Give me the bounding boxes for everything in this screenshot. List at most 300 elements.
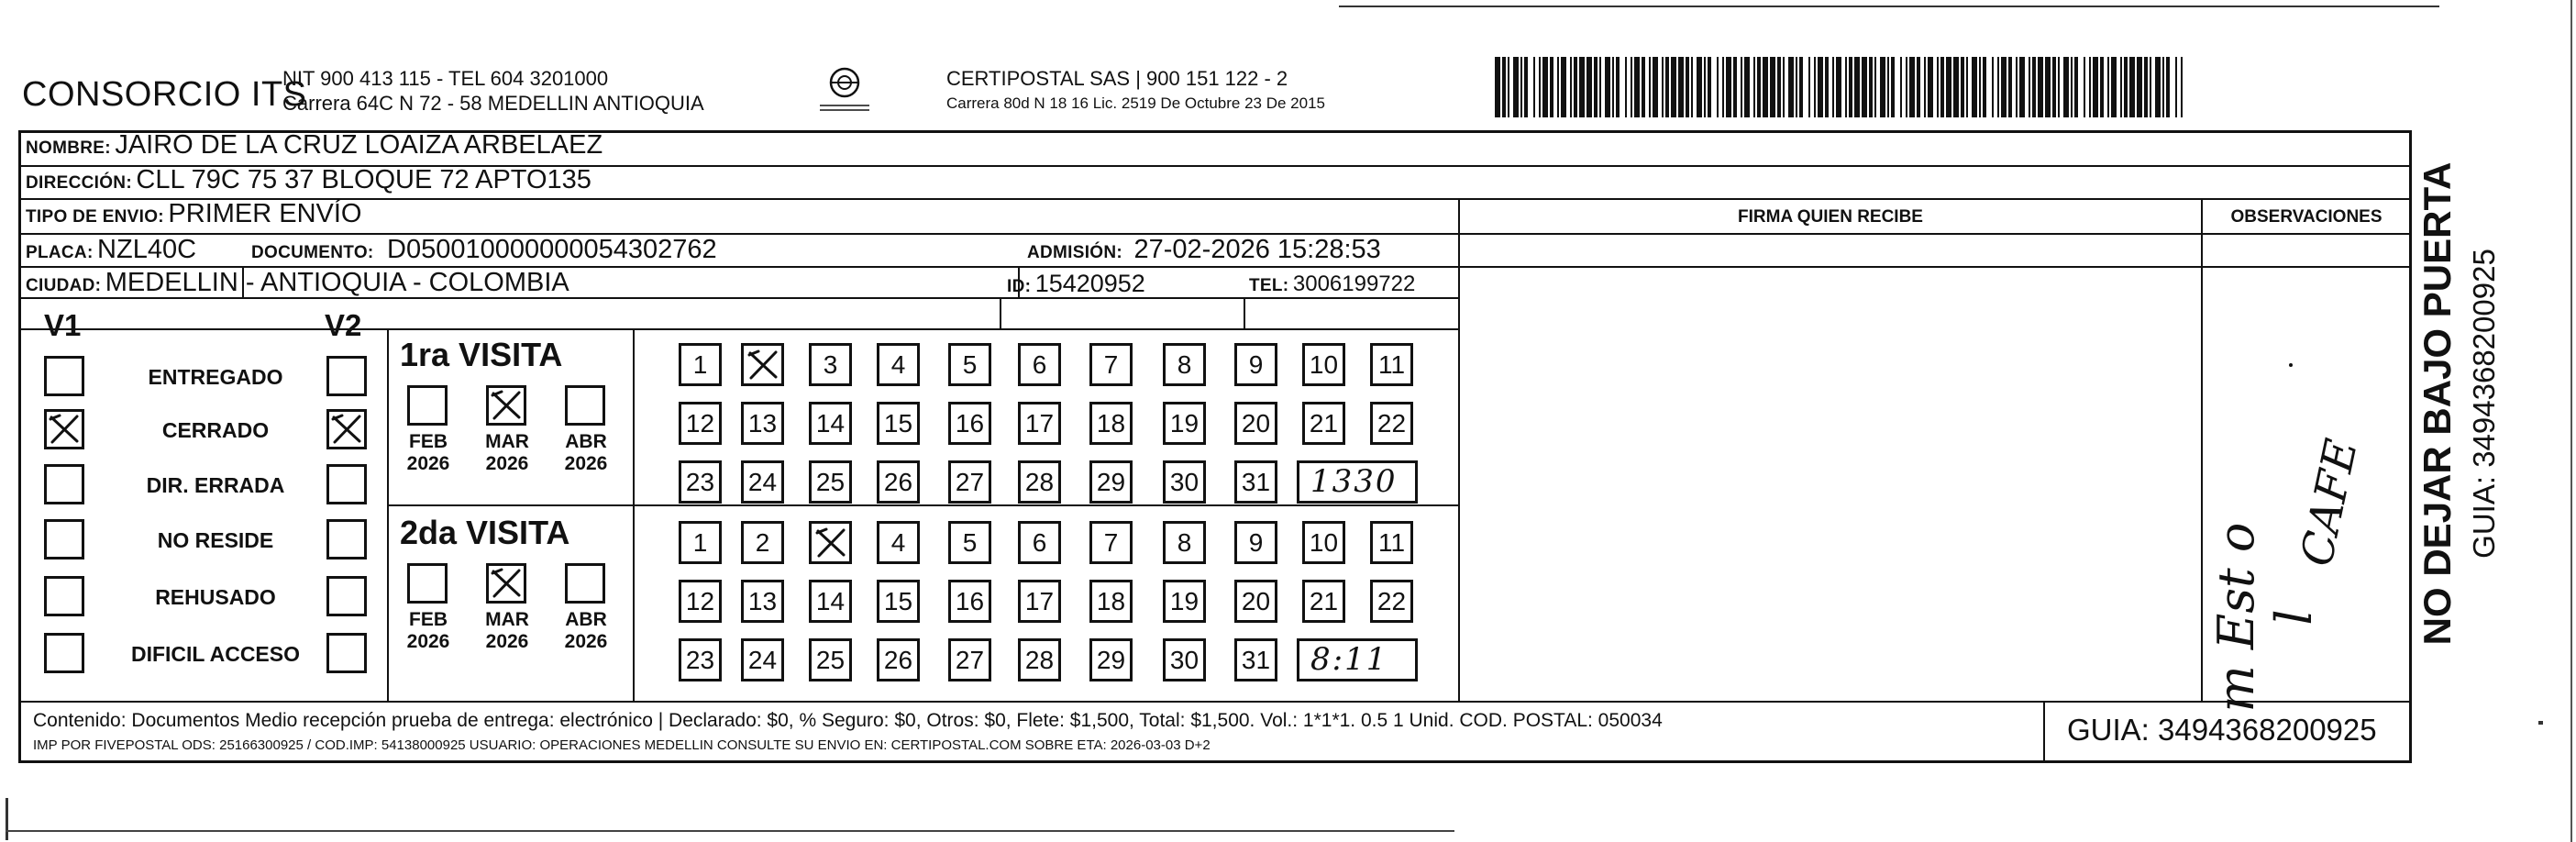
- v1-checkbox[interactable]: [44, 356, 84, 396]
- barcode-bar: [1966, 57, 1968, 117]
- day-checkbox[interactable]: [1163, 521, 1206, 564]
- day-checkbox[interactable]: [1370, 343, 1413, 386]
- month-checkbox[interactable]: [407, 385, 448, 426]
- month-year: 2026: [406, 453, 450, 474]
- day-checkbox[interactable]: [679, 343, 722, 386]
- status-label: CERRADO: [161, 418, 270, 442]
- firma-header: FIRMA QUIEN RECIBE: [1738, 207, 1923, 227]
- day-number: 16: [955, 408, 985, 438]
- barcode-bar: [2074, 57, 2078, 117]
- day-number: 12: [685, 408, 715, 438]
- day-number: 11: [1377, 527, 1406, 557]
- ciudad-cell: [26, 268, 569, 298]
- day-checkbox[interactable]: [809, 402, 852, 445]
- handwritten-line2: CAFE: [2291, 434, 2368, 571]
- col-line: [1458, 198, 1460, 701]
- barcode-bar: [2084, 57, 2085, 117]
- barcode-bar: [1579, 57, 1585, 117]
- barcode-bar: [1508, 57, 1509, 117]
- barcode-bar: [2008, 57, 2012, 117]
- barcode-bar: [2120, 57, 2122, 117]
- side-warning: NO DEJAR BAJO PUERTA: [2416, 161, 2459, 646]
- barcode-bar: [1495, 57, 1500, 117]
- day-number: 30: [1169, 467, 1200, 496]
- day-checkbox[interactable]: [679, 402, 722, 445]
- col-line: [1244, 297, 1245, 328]
- handwritten-x-mark: [47, 412, 82, 447]
- handwritten-time: 1330: [1310, 463, 1398, 500]
- v2-checkbox[interactable]: [326, 409, 367, 449]
- day-number: 4: [890, 527, 906, 557]
- barcode-bar: [1799, 57, 1803, 117]
- visit-divider: [387, 504, 1458, 506]
- time-box[interactable]: [1297, 638, 1418, 681]
- barcode-bar: [2019, 57, 2025, 117]
- barcode-bar: [1900, 57, 1902, 117]
- day-checkbox[interactable]: [1370, 521, 1413, 564]
- day-number: 20: [1241, 586, 1271, 615]
- barcode-bar: [1502, 57, 1506, 117]
- tel-cell: [1249, 271, 1415, 297]
- month-year: 2026: [564, 453, 608, 474]
- barcode-bar: [1616, 57, 1620, 117]
- barcode-bar: [1849, 57, 1852, 117]
- day-checkbox[interactable]: [809, 343, 852, 386]
- company-info-line2: Carrera 64C N 72 - 58 MEDELLIN ANTIOQUIA: [282, 92, 704, 115]
- day-number: 22: [1376, 408, 1407, 438]
- barcode-bar: [1814, 57, 1816, 117]
- day-checkbox[interactable]: [877, 460, 920, 504]
- certipostal-logo: [813, 64, 877, 119]
- month-name: ABR: [565, 609, 607, 630]
- day-checkbox[interactable]: [1018, 580, 1061, 623]
- barcode: [1495, 57, 2184, 117]
- col-line: [633, 328, 635, 701]
- day-number: 10: [1309, 349, 1339, 379]
- barcode-bar: [1594, 57, 1598, 117]
- day-checkbox[interactable]: [679, 521, 722, 564]
- visit-title: 2da VISITA: [400, 514, 570, 551]
- barcode-bar: [2137, 57, 2142, 117]
- day-checkbox[interactable]: [809, 580, 852, 623]
- status-label: NO RESIDE: [157, 528, 274, 552]
- barcode-bar: [2052, 57, 2056, 117]
- observaciones-header: OBSERVACIONES: [2230, 207, 2383, 227]
- barcode-bar: [1869, 57, 1873, 117]
- day-number: 17: [1024, 586, 1055, 615]
- day-number: 14: [815, 586, 846, 615]
- ciudad-label: CIUDAD:: [26, 276, 102, 295]
- barcode-bar: [2038, 57, 2043, 117]
- day-number: 15: [883, 586, 913, 615]
- day-checkbox[interactable]: [1302, 521, 1345, 564]
- v1-checkbox[interactable]: [44, 519, 84, 559]
- month-year: 2026: [485, 631, 529, 652]
- barcode-bar: [1708, 57, 1711, 117]
- barcode-bar: [1992, 57, 1994, 117]
- barcode-bar: [2063, 57, 2069, 117]
- day-checkbox[interactable]: [877, 638, 920, 681]
- handwritten-line1: m Est o l: [2207, 522, 2323, 713]
- carrier-name: CERTIPOSTAL SAS | 900 151 122 - 2: [946, 67, 1288, 90]
- day-number: 31: [1241, 645, 1271, 674]
- barcode-bar: [1832, 57, 1834, 117]
- barcode-bar: [1557, 57, 1559, 117]
- day-number: 19: [1169, 586, 1200, 615]
- col-line: [1000, 297, 1001, 328]
- month-name: MAR: [485, 431, 529, 452]
- visit-title: 1ra VISITA: [400, 336, 563, 373]
- scan-edge-right: [2570, 0, 2572, 842]
- barcode-bar: [1979, 57, 1981, 117]
- status-label: ENTREGADO: [148, 365, 283, 389]
- day-checkbox[interactable]: [809, 638, 852, 681]
- day-number: 26: [883, 645, 913, 674]
- barcode-bar: [1741, 57, 1742, 117]
- day-checkbox[interactable]: [1089, 402, 1133, 445]
- month-name: FEB: [409, 431, 448, 452]
- day-checkbox[interactable]: [679, 460, 722, 504]
- day-checkbox[interactable]: [741, 402, 784, 445]
- barcode-bar: [2029, 57, 2030, 117]
- v2-header: V2: [325, 308, 362, 342]
- day-number: 23: [685, 467, 715, 496]
- day-number: 7: [1103, 527, 1119, 557]
- day-number: 16: [955, 586, 985, 615]
- day-checkbox[interactable]: [741, 580, 784, 623]
- scan-edge-left: [6, 798, 8, 840]
- v1-header: V1: [44, 308, 82, 342]
- barcode-bar: [1862, 57, 1867, 117]
- barcode-bar: [2045, 57, 2051, 117]
- day-checkbox[interactable]: [1089, 460, 1133, 504]
- barcode-bar: [1909, 57, 1915, 117]
- handwritten-x-mark: [746, 348, 780, 382]
- company-info: [282, 66, 704, 116]
- barcode-bar: [1891, 57, 1895, 117]
- barcode-bar: [1917, 57, 1920, 117]
- day-checkbox[interactable]: [741, 460, 784, 504]
- day-checkbox[interactable]: [741, 343, 784, 386]
- day-checkbox[interactable]: [679, 638, 722, 681]
- row-line: [1458, 266, 2412, 268]
- month-label: [552, 431, 620, 475]
- tipo-value: PRIMER ENVÍO: [168, 199, 362, 228]
- col-line: [2043, 701, 2045, 763]
- footer-contenido: Contenido: Documentos Medio recepción prueba de entrega: electrónico | Declarado: $0, % Seguro: $0, Otros: $0, Flete: $1,500, Total: $1,500. Vol.: 1*1*1. 0.5 1 Unid. COD. POSTAL: 050034: [33, 710, 1663, 731]
- barcode-bar: [1972, 57, 1977, 117]
- day-number: 30: [1169, 645, 1200, 674]
- barcode-bar: [1625, 57, 1627, 117]
- nombre-value: JAIRO DE LA CRUZ LOAIZA ARBELAEZ: [115, 130, 603, 160]
- day-number: 28: [1024, 467, 1055, 496]
- day-number: 1: [692, 527, 708, 557]
- admision-cell: [1027, 235, 1381, 265]
- day-checkbox[interactable]: [1302, 580, 1345, 623]
- day-number: 19: [1169, 408, 1200, 438]
- handwritten-x-mark: [489, 566, 524, 601]
- barcode-bar: [2111, 57, 2117, 117]
- day-checkbox[interactable]: [1234, 343, 1277, 386]
- day-number: 21: [1309, 408, 1339, 438]
- day-checkbox[interactable]: [741, 521, 784, 564]
- barcode-bar: [1796, 57, 1797, 117]
- status-label: DIFICIL ACCESO: [130, 642, 300, 666]
- barcode-bar: [1887, 57, 1889, 117]
- day-checkbox[interactable]: [1089, 580, 1133, 623]
- scan-dot: [2538, 721, 2543, 725]
- day-checkbox[interactable]: [948, 460, 991, 504]
- row-line: [18, 328, 1458, 330]
- v1-checkbox[interactable]: [44, 409, 84, 449]
- day-checkbox[interactable]: [741, 638, 784, 681]
- day-checkbox[interactable]: [1089, 638, 1133, 681]
- barcode-bar: [1662, 57, 1664, 117]
- footer-impresion: IMP POR FIVEPOSTAL ODS: 25166300925 / COD.IMP: 54138000925 USUARIO: OPERACIONES MEDELLIN CONSULTE SU ENVIO EN: CERTIPOSTAL.COM SOBRE ETA: 2026-03-03 D+2: [33, 737, 1211, 753]
- barcode-bar: [2016, 57, 2018, 117]
- barcode-bar: [1691, 57, 1693, 117]
- day-checkbox[interactable]: [1234, 402, 1277, 445]
- day-number: 29: [1096, 467, 1126, 496]
- day-checkbox[interactable]: [1018, 343, 1061, 386]
- day-checkbox[interactable]: [1089, 343, 1133, 386]
- admision-value: 27-02-2026 15:28:53: [1133, 235, 1381, 264]
- barcode-bar: [1770, 57, 1775, 117]
- barcode-bar: [2107, 57, 2109, 117]
- status-label: DIR. ERRADA: [146, 473, 285, 497]
- barcode-bar: [1574, 57, 1577, 117]
- barcode-bar: [1520, 57, 1522, 117]
- id-label: ID:: [1007, 277, 1032, 296]
- v1-checkbox[interactable]: [44, 464, 84, 504]
- month-name: MAR: [485, 609, 529, 630]
- barcode-bar: [1983, 57, 1986, 117]
- day-checkbox[interactable]: [1163, 580, 1206, 623]
- v1-checkbox[interactable]: [44, 633, 84, 673]
- day-number: 3: [823, 349, 838, 379]
- barcode-bar: [2093, 57, 2098, 117]
- tipo-label: TIPO DE ENVIO:: [26, 207, 164, 227]
- barcode-bar: [2100, 57, 2104, 117]
- scan-edge-bottom: [6, 830, 1454, 832]
- month-checkbox[interactable]: [565, 563, 605, 604]
- barcode-bar: [1825, 57, 1829, 117]
- barcode-bar: [1671, 57, 1676, 117]
- day-checkbox[interactable]: [1018, 460, 1061, 504]
- day-number: 7: [1103, 349, 1119, 379]
- month-name: FEB: [409, 609, 448, 630]
- v2-checkbox[interactable]: [326, 576, 367, 616]
- month-year: 2026: [564, 631, 608, 652]
- month-checkbox[interactable]: [486, 385, 526, 426]
- month-checkbox[interactable]: [486, 563, 526, 604]
- placa-cell: [26, 235, 196, 265]
- barcode-bar: [1665, 57, 1669, 117]
- day-number: 13: [747, 586, 778, 615]
- day-checkbox[interactable]: [1234, 638, 1277, 681]
- day-checkbox[interactable]: [948, 638, 991, 681]
- barcode-bar: [1744, 57, 1750, 117]
- day-number: 10: [1309, 527, 1339, 557]
- v2-checkbox[interactable]: [326, 356, 367, 396]
- day-number: 5: [962, 527, 978, 557]
- day-checkbox[interactable]: [1370, 402, 1413, 445]
- barcode-bar: [1733, 57, 1737, 117]
- day-number: 11: [1377, 349, 1406, 379]
- day-checkbox[interactable]: [1302, 402, 1345, 445]
- month-checkbox[interactable]: [565, 385, 605, 426]
- day-number: 4: [890, 349, 906, 379]
- v2-checkbox[interactable]: [326, 633, 367, 673]
- barcode-bar: [1906, 57, 1907, 117]
- day-number: 6: [1032, 527, 1047, 557]
- company-name: CONSORCIO ITS: [22, 75, 307, 114]
- barcode-bar: [2058, 57, 2060, 117]
- barcode-bar: [1940, 57, 1944, 117]
- barcode-bar: [1763, 57, 1768, 117]
- month-label: [473, 609, 541, 653]
- barcode-bar: [1924, 57, 1926, 117]
- side-guia: GUIA: 3494368200925: [2467, 249, 2501, 559]
- day-number: 21: [1309, 586, 1339, 615]
- handwritten-x-mark: [329, 412, 364, 447]
- day-number: 25: [815, 467, 846, 496]
- barcode-bar: [1717, 57, 1719, 117]
- day-checkbox[interactable]: [877, 580, 920, 623]
- barcode-bar: [1605, 57, 1610, 117]
- day-number: 31: [1241, 467, 1271, 496]
- barcode-bar: [2071, 57, 2073, 117]
- day-number: 12: [685, 586, 715, 615]
- v1-checkbox[interactable]: [44, 576, 84, 616]
- day-checkbox[interactable]: [948, 580, 991, 623]
- day-checkbox[interactable]: [1163, 343, 1206, 386]
- day-checkbox[interactable]: [1089, 521, 1133, 564]
- barcode-bar: [1697, 57, 1702, 117]
- day-checkbox[interactable]: [1018, 638, 1061, 681]
- day-checkbox[interactable]: [1163, 460, 1206, 504]
- id-cell: [1007, 270, 1145, 298]
- day-number: 24: [747, 645, 778, 674]
- tipo-row: [26, 199, 362, 229]
- v2-checkbox[interactable]: [326, 519, 367, 559]
- barcode-bar: [1542, 57, 1548, 117]
- month-label: [394, 609, 462, 653]
- row-line: [18, 198, 2412, 200]
- barcode-bar: [1928, 57, 1933, 117]
- handwritten-x-mark: [489, 388, 524, 423]
- day-checkbox[interactable]: [1234, 460, 1277, 504]
- day-checkbox[interactable]: [1163, 402, 1206, 445]
- day-checkbox[interactable]: [809, 460, 852, 504]
- barcode-bar: [1726, 57, 1731, 117]
- day-checkbox[interactable]: [948, 402, 991, 445]
- barcode-bar: [1631, 57, 1632, 117]
- barcode-bar: [1836, 57, 1841, 117]
- day-checkbox[interactable]: [1163, 638, 1206, 681]
- month-name: ABR: [565, 431, 607, 452]
- day-number: 5: [962, 349, 978, 379]
- time-box[interactable]: [1297, 460, 1418, 504]
- barcode-bar: [1757, 57, 1761, 117]
- barcode-bar: [2155, 57, 2161, 117]
- day-number: 2: [755, 527, 770, 557]
- barcode-bar: [2181, 57, 2183, 117]
- month-year: 2026: [485, 453, 529, 474]
- barcode-bar: [1777, 57, 1781, 117]
- scan-edge-top: [1339, 6, 2439, 7]
- day-number: 9: [1248, 349, 1264, 379]
- day-number: 28: [1024, 645, 1055, 674]
- barcode-bar: [1722, 57, 1724, 117]
- day-checkbox[interactable]: [877, 521, 920, 564]
- direccion-row: [26, 165, 591, 195]
- day-checkbox[interactable]: [1234, 580, 1277, 623]
- day-checkbox[interactable]: [877, 343, 920, 386]
- day-number: 18: [1096, 408, 1126, 438]
- barcode-bar: [1653, 57, 1658, 117]
- barcode-bar: [1818, 57, 1823, 117]
- barcode-bar: [2150, 57, 2151, 117]
- barcode-bar: [1845, 57, 1847, 117]
- day-number: 9: [1248, 527, 1264, 557]
- id-value: 15420952: [1034, 270, 1145, 297]
- barcode-bar: [1612, 57, 1614, 117]
- day-checkbox[interactable]: [679, 580, 722, 623]
- direccion-value: CLL 79C 75 37 BLOQUE 72 APTO135: [136, 165, 591, 194]
- day-checkbox[interactable]: [809, 521, 852, 564]
- barcode-bar: [1788, 57, 1794, 117]
- day-checkbox[interactable]: [1018, 521, 1061, 564]
- handwritten-tick: [2289, 363, 2293, 367]
- barcode-bar: [2144, 57, 2148, 117]
- day-number: 27: [955, 467, 985, 496]
- day-checkbox[interactable]: [1302, 343, 1345, 386]
- barcode-bar: [1570, 57, 1572, 117]
- v2-checkbox[interactable]: [326, 464, 367, 504]
- barcode-bar: [1783, 57, 1785, 117]
- barcode-bar: [1561, 57, 1566, 117]
- barcode-bar: [1678, 57, 1684, 117]
- month-checkbox[interactable]: [407, 563, 448, 604]
- day-checkbox[interactable]: [1370, 580, 1413, 623]
- documento-cell: [251, 235, 717, 265]
- row-line: [18, 701, 2412, 703]
- day-checkbox[interactable]: [948, 521, 991, 564]
- barcode-bar: [1808, 57, 1810, 117]
- barcode-bar: [1937, 57, 1939, 117]
- barcode-bar: [2089, 57, 2091, 117]
- month-year: 2026: [406, 631, 450, 652]
- day-number: 13: [747, 408, 778, 438]
- carrier-info: [946, 66, 1325, 116]
- day-checkbox[interactable]: [1234, 521, 1277, 564]
- barcode-bar: [1961, 57, 1964, 117]
- barcode-bar: [1997, 57, 1999, 117]
- day-number: 23: [685, 645, 715, 674]
- barcode-bar: [1533, 57, 1535, 117]
- barcode-bar: [1642, 57, 1645, 117]
- day-checkbox[interactable]: [877, 402, 920, 445]
- nombre-label: NOMBRE:: [26, 138, 111, 158]
- day-checkbox[interactable]: [948, 343, 991, 386]
- tel-value: 3006199722: [1292, 271, 1416, 296]
- month-label: [552, 609, 620, 653]
- day-checkbox[interactable]: [1018, 402, 1061, 445]
- day-number: 6: [1032, 349, 1047, 379]
- placa-value: NZL40C: [97, 235, 197, 264]
- handwritten-time: 8:11: [1310, 641, 1388, 678]
